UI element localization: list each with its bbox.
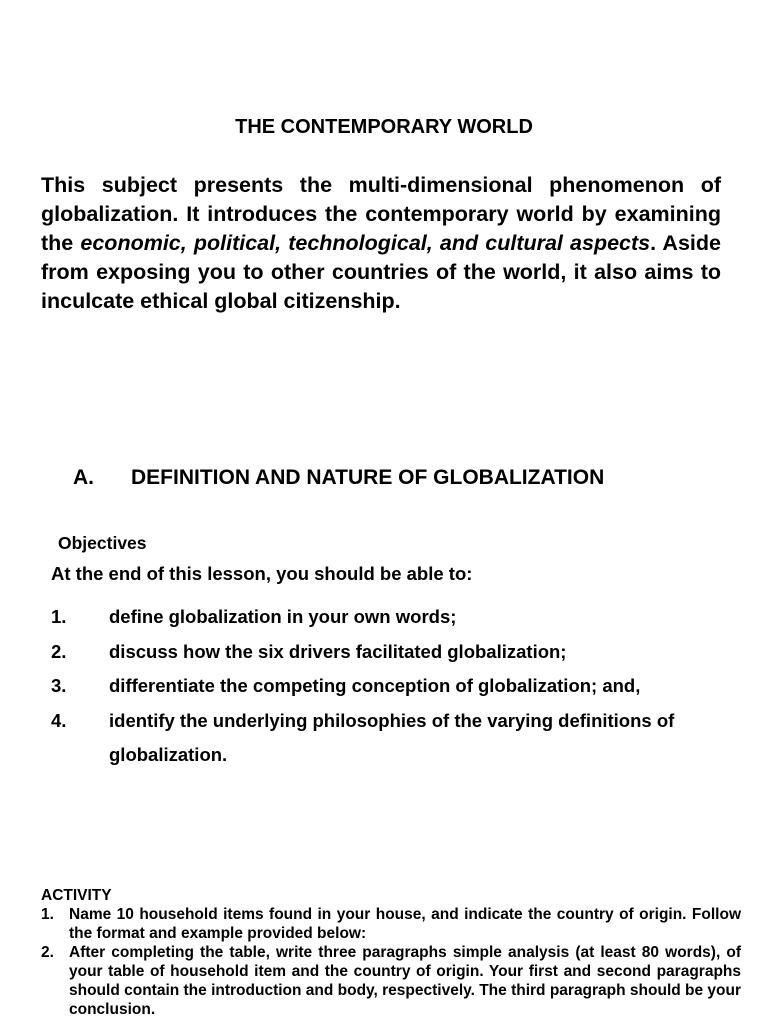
intro-paragraph: [41, 171, 721, 316]
objectives-intro: At the end of this lesson, you should be able to:: [51, 563, 473, 584]
objective-number: 4.: [51, 709, 67, 731]
section-letter: A.: [73, 466, 94, 489]
objective-item: [51, 704, 731, 773]
objective-number: 1.: [51, 606, 67, 627]
document-title: THE CONTEMPORARY WORLD: [235, 116, 533, 138]
intro-text-2: . Aside from exposing you to other countries of the world, it also aims to inculcate ethical global citizenship.: [41, 231, 721, 313]
activity-number: 1.: [41, 906, 54, 923]
activity-text: After completing the table, write three paragraphs simple analysis (at least 80 words), of your table of household item and the country of origin. Your first and second paragraphs should contain the introduction and body, respectively. The third paragraph should be your conclusion.: [69, 944, 742, 1018]
objective-item: [51, 669, 731, 704]
activity-heading: ACTIVITY: [41, 887, 112, 904]
activity-item: [41, 943, 741, 1019]
objective-text: identify the underlying philosophies of the varying definitions of globalization.: [109, 709, 675, 765]
objective-item: [51, 600, 731, 635]
intro-text-1: This subject presents the multi-dimensional phenomenon of globalization. It introduces the contemporary world by examining the: [41, 173, 721, 255]
activity-text: Name 10 household items found in your house, and indicate the country of origin. Follow the format and example provided below:: [69, 906, 741, 942]
objective-text: discuss how the six drivers facilitated globalization;: [109, 640, 567, 662]
objective-text: define globalization in your own words;: [109, 606, 457, 627]
objective-text: differentiate the competing conception of globalization; and,: [109, 675, 641, 696]
objective-item: [51, 635, 731, 670]
objective-number: 2.: [51, 640, 67, 662]
objectives-heading: Objectives: [58, 533, 147, 553]
activity-number: 2.: [41, 944, 54, 961]
intro-emphasis: economic, political, technological, and cultural aspects: [80, 231, 651, 255]
activity-section: [41, 886, 741, 1019]
activity-item: [41, 905, 741, 943]
objective-number: 3.: [51, 675, 67, 696]
objectives-list: [51, 600, 731, 773]
section-heading: [73, 466, 604, 490]
section-title: DEFINITION AND NATURE OF GLOBALIZATION: [131, 466, 605, 489]
